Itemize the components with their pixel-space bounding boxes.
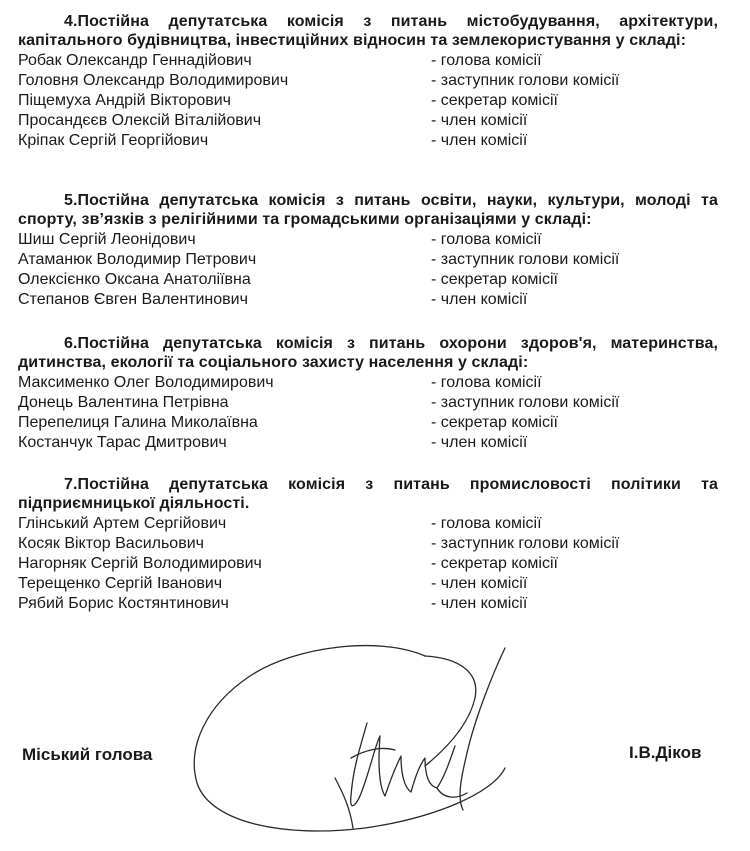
commission-5 [18,191,718,310]
member-name: Просандєєв Олексій Віталійович [18,112,262,129]
member-row [18,131,718,151]
member-role: - заступник голови комісії [431,394,620,411]
member-row [18,111,718,131]
member-name: Нагорняк Сергій Володимирович [18,555,262,572]
commission-heading [18,334,718,372]
member-name: Робак Олександр Геннадійович [18,52,252,69]
member-list [18,373,718,453]
member-role: - секретар комісії [431,92,558,109]
member-row [18,413,718,433]
member-row [18,594,718,614]
member-role: - член комісії [431,132,528,149]
commission-heading-text: 4.Постійна депутатська комісія з питань містобудування, архітектури, капітального будівництва, інвестиційних відносин та землекористування у складі: [18,13,718,49]
commission-heading-text: 5.Постійна депутатська комісія з питань освіти, науки, культури, молоді та спорту, зв’язків з релігійними та громадськими організаціями у складі: [18,192,718,228]
member-row [18,514,718,534]
member-name: Глінський Артем Сергійович [18,515,227,532]
member-role: - заступник голови комісії [431,535,620,552]
mayor-position: Міський голова [22,745,153,764]
commission-heading-text: 6.Постійна депутатська комісія з питань охорони здоров'я, материнства, дитинства, екології та соціального захисту населення у складі: [18,335,718,371]
member-name: Кріпак Сергій Георгійович [18,132,209,149]
commission-4 [18,12,718,151]
member-name: Головня Олександр Володимирович [18,72,289,89]
member-row [18,554,718,574]
member-role: - член комісії [431,291,528,308]
commission-7 [18,475,718,614]
member-role: - заступник голови комісії [431,251,620,268]
mayor-name: І.В.Діков [629,743,702,762]
member-name: Донець Валентина Петрівна [18,394,229,411]
member-list [18,51,718,151]
member-row [18,71,718,91]
member-row [18,230,718,250]
member-list [18,514,718,614]
member-role: - голова комісії [431,374,542,391]
commission-heading [18,191,718,229]
handwritten-signature [175,628,555,843]
member-row [18,373,718,393]
commission-heading [18,475,718,513]
member-name: Піщемуха Андрій Вікторович [18,92,231,109]
member-role: - заступник голови комісії [431,72,620,89]
member-row [18,91,718,111]
member-row [18,51,718,71]
member-row [18,270,718,290]
member-name: Шиш Сергій Леонідович [18,231,196,248]
member-role: - секретар комісії [431,555,558,572]
member-role: - член комісії [431,112,528,129]
member-name: Костанчук Тарас Дмитрович [18,434,227,451]
member-name: Атаманюк Володимир Петрович [18,251,257,268]
member-name: Олексієнко Оксана Анатоліївна [18,271,251,288]
member-name: Перепелиця Галина Миколаївна [18,414,258,431]
member-role: - член комісії [431,434,528,451]
member-role: - голова комісії [431,231,542,248]
member-name: Степанов Євген Валентинович [18,291,248,308]
member-role: - голова комісії [431,52,542,69]
commission-heading-text: 7.Постійна депутатська комісія з питань промисловості політики та підприємницької діяльності. [18,476,718,512]
member-name: Рябий Борис Костянтинович [18,595,229,612]
commission-heading [18,12,718,50]
member-list [18,230,718,310]
member-row [18,290,718,310]
member-row [18,534,718,554]
member-role: - голова комісії [431,515,542,532]
commission-6 [18,334,718,453]
member-row [18,433,718,453]
member-role: - секретар комісії [431,414,558,431]
member-row [18,250,718,270]
member-row [18,393,718,413]
member-name: Косяк Віктор Васильович [18,535,204,552]
member-role: - секретар комісії [431,271,558,288]
member-role: - член комісії [431,595,528,612]
member-name: Максименко Олег Володимирович [18,374,274,391]
member-name: Терещенко Сергій Іванович [18,575,223,592]
member-role: - член комісії [431,575,528,592]
member-row [18,574,718,594]
